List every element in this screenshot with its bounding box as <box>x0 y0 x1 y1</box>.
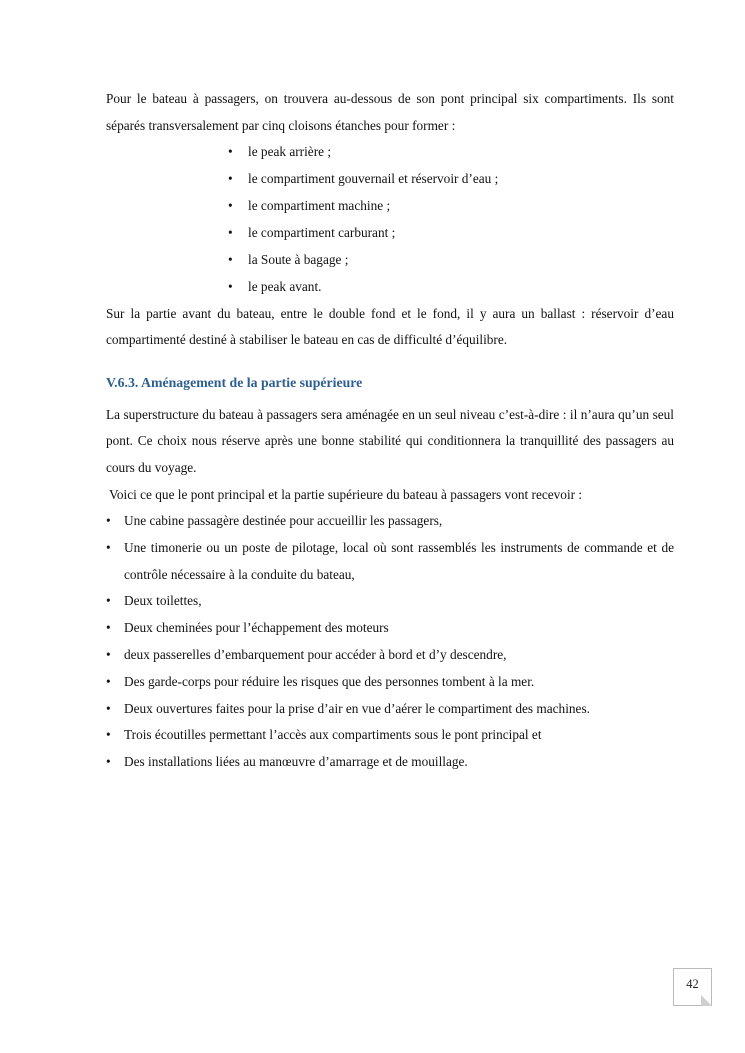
bullet-icon: • <box>106 620 111 636</box>
list-item <box>106 247 674 274</box>
list-item-text: Une cabine passagère destinée pour accueillir les passagers, <box>124 513 443 529</box>
bullet-icon: • <box>106 539 111 555</box>
list-item-text: Deux toilettes, <box>124 593 202 609</box>
list-item-text: le compartiment machine ; <box>248 197 391 213</box>
bullet-icon: • <box>106 700 111 716</box>
bullet-icon: • <box>106 593 111 609</box>
bullet-icon: • <box>228 197 233 213</box>
list-item <box>106 166 674 193</box>
lead-text: Voici ce que le pont principal et la partie supérieure du bateau à passagers vont recevoir : <box>109 486 583 502</box>
list-item <box>106 722 674 749</box>
list-item <box>106 615 674 642</box>
list-item <box>106 669 674 696</box>
list-item <box>106 193 674 220</box>
list-item-text: Des garde-corps pour réduire les risques que des personnes tombent à la mer. <box>124 673 535 689</box>
section-heading: V.6.3. Aménagement de la partie supérieure <box>106 374 363 390</box>
bullet-icon: • <box>106 513 111 529</box>
list-item <box>106 508 674 535</box>
list-item-text: le compartiment gouvernail et réservoir d’eau ; <box>248 171 499 187</box>
list-item-text: Deux cheminées pour l’échappement des moteurs <box>124 620 389 636</box>
page-number: 42 <box>686 977 699 991</box>
bullet-icon: • <box>228 144 233 160</box>
page-curl-icon <box>701 995 712 1006</box>
list-item-text: Une timonerie ou un poste de pilotage, local où sont rassemblés les instruments de commande et de contrôle nécessaire à la conduite du bateau, <box>124 539 674 582</box>
lead-paragraph <box>106 482 674 509</box>
bullet-icon: • <box>106 647 111 663</box>
list-item-text: Des installations liées au manœuvre d’amarrage et de mouillage. <box>124 754 468 770</box>
bullet-icon: • <box>106 673 111 689</box>
bullet-icon: • <box>228 171 233 187</box>
equipment-list <box>106 508 674 776</box>
list-item <box>106 220 674 247</box>
list-item <box>106 274 674 301</box>
bullet-icon: • <box>106 754 111 770</box>
list-item <box>106 642 674 669</box>
list-item-text: Deux ouvertures faites pour la prise d’air en vue d’aérer le compartiment des machines. <box>124 700 590 716</box>
page-number-box <box>673 968 712 1006</box>
intro-paragraph: Pour le bateau à passagers, on trouvera au-dessous de son pont principal six compartiments. Ils sont séparés transversalement par cinq cloisons étanches pour former : <box>106 91 674 133</box>
list-item-text: le peak arrière ; <box>248 144 332 160</box>
ballast-paragraph: Sur la partie avant du bateau, entre le double fond et le fond, il y aura un ballast : réservoir d’eau compartimenté destiné à stabiliser le bateau en cas de difficulté d’équilibre. <box>106 305 674 348</box>
superstructure-paragraph: La superstructure du bateau à passagers sera aménagée en un seul niveau c’est-à-dire : il n’aura qu’un seul pont. Ce choix nous réserve après une bonne stabilité qui conditionnera la tranquillité des passagers au cours du voyage. <box>106 406 674 475</box>
bullet-icon: • <box>228 278 233 294</box>
list-item-text: Trois écoutilles permettant l’accès aux compartiments sous le pont principal et <box>124 727 542 743</box>
list-item <box>106 749 674 776</box>
bullet-icon: • <box>106 727 111 743</box>
list-item-text: le compartiment carburant ; <box>248 224 396 240</box>
bullet-icon: • <box>228 251 233 267</box>
list-item <box>106 139 674 166</box>
list-item <box>106 535 674 589</box>
list-item-text: la Soute à bagage ; <box>248 251 349 267</box>
list-item-text: le peak avant. <box>248 278 322 294</box>
list-item <box>106 696 674 723</box>
bullet-icon: • <box>228 224 233 240</box>
document-page <box>106 86 674 776</box>
list-item-text: deux passerelles d’embarquement pour accéder à bord et d’y descendre, <box>124 647 507 663</box>
list-item <box>106 588 674 615</box>
compartment-list <box>106 139 674 300</box>
